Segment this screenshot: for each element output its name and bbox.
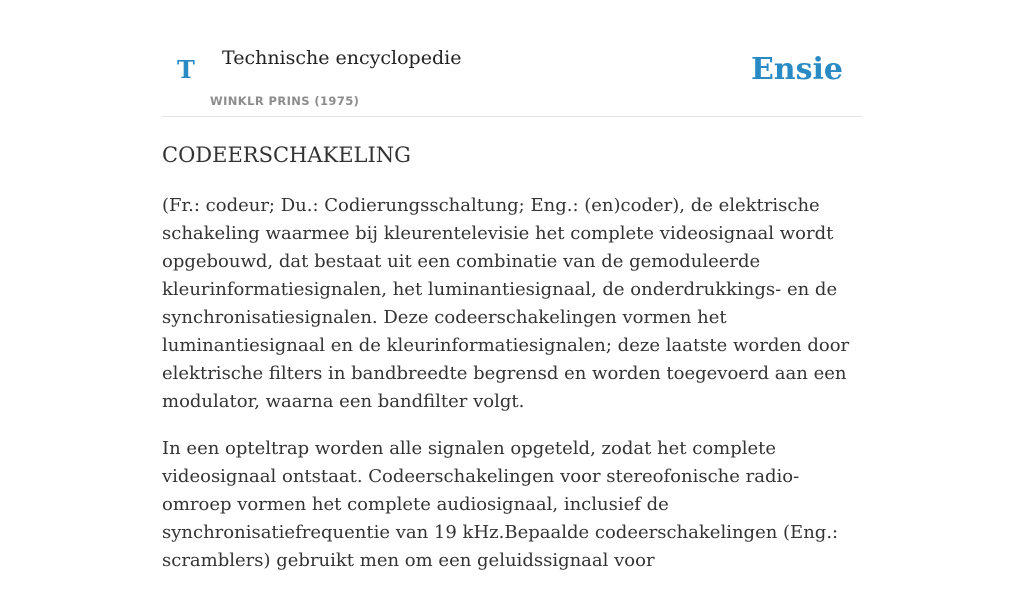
- article-paragraph: In een opteltrap worden alle signalen opgeteld, zodat het complete videosignaal ontstaat. Codeerschakelingen voor stereofonische radio-omroep vormen het complete audiosignaal, inclusief de synchronisatiefrequentie van 19 kHz.Bepaalde codeerschakelingen (Eng.: scramblers) gebruikt men om een geluidssignaal voor: [162, 438, 839, 571]
- source-logo-icon[interactable]: T: [177, 55, 195, 84]
- brand-logo[interactable]: Ensie: [750, 52, 843, 87]
- article-body: [162, 192, 864, 594]
- article-title: CODEERSCHAKELING: [162, 143, 411, 167]
- source-subtitle: WINKLR PRINS (1975): [210, 94, 360, 108]
- source-title[interactable]: Technische encyclopedie: [222, 47, 462, 69]
- article-paragraph: (Fr.: codeur; Du.: Codierungsschaltung; Eng.: (en)coder), de elektrische schakeling waarmee bij kleurentelevisie het complete videosignaal wordt opgebouwd, dat bestaat uit een combinatie van de gemoduleerde kleurinformatiesignalen, het luminantiesignaal, de onderdrukkings- en de synchronisatiesignalen. Deze codeerschakelingen vormen het luminantiesignaal en de kleurinformatiesignalen; deze laatste worden door elektrische filters in bandbreedte begrensd en worden toegevoerd aan een modulator, waarna een bandfilter volgt.: [162, 195, 850, 412]
- source-header: [162, 0, 862, 117]
